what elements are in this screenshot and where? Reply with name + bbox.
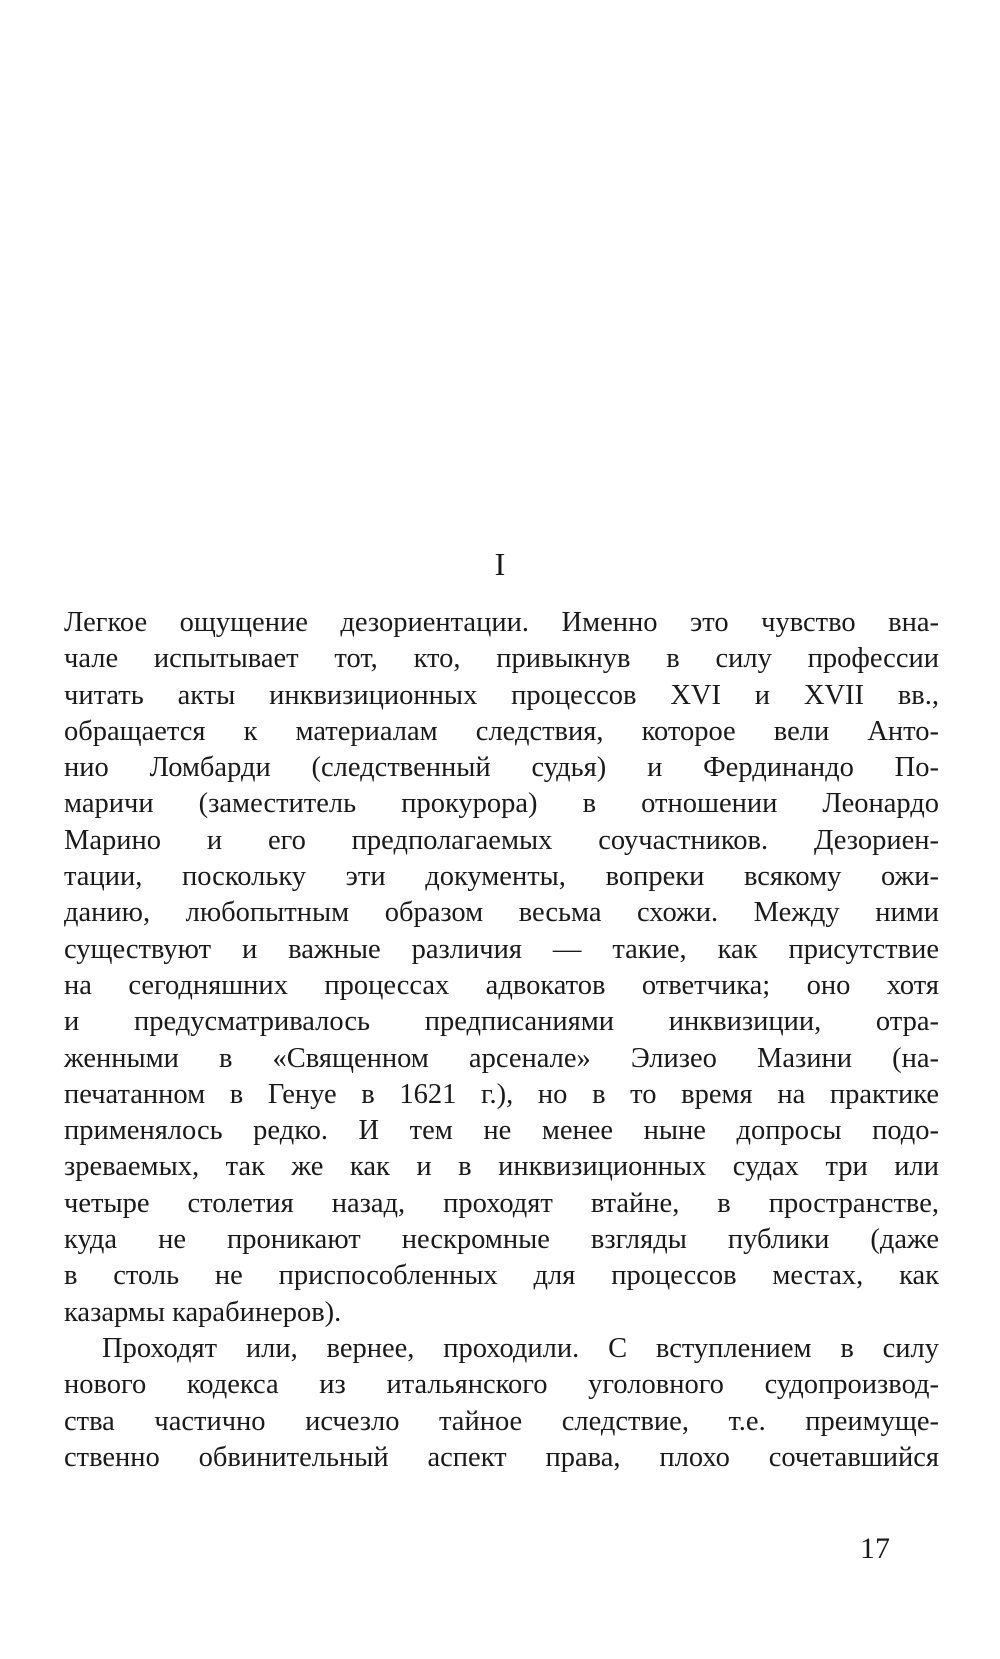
text-line: печатанном в Генуе в 1621 г.), но в то время на практике [64,1078,939,1110]
text-line: существуют и важные различия — такие, как присутствие [64,933,939,965]
text-line: чале испытывает тот, кто, привыкнув в силу профессии [64,643,939,675]
text-line: куда не проникают нескромные взгляды публики (даже [64,1224,939,1256]
text-line: Марино и его предполагаемых соучастников. Дезориен- [64,824,939,856]
text-line-paragraph-end: казармы карабинеров). [64,1296,342,1328]
page-number: 17 [860,1532,890,1565]
text-line: женными в «Священном арсенале» Элизео Мазини (на- [64,1042,939,1074]
body-text [64,605,939,1476]
text-line: на сегодняшних процессах адвокатов ответчика; оно хотя [64,969,939,1001]
text-line-paragraph-start: Проходят или, вернее, проходили. С вступлением в силу [102,1332,939,1364]
text-line: в столь не приспособленных для процессов местах, как [64,1260,939,1292]
text-line: четыре столетия назад, проходят втайне, в пространстве, [64,1187,939,1219]
text-line: применялось редко. И тем не менее ныне допросы подо- [64,1115,939,1147]
text-line: нио Ломбарди (следственный судья) и Фердинандо По- [64,752,939,784]
text-line: маричи (заместитель прокурора) в отношении Леонардо [64,788,939,820]
text-line: данию, любопытным образом весьма схожи. Между ними [64,897,939,929]
text-line: ственно обвинительный аспект права, плохо сочетавшийся [64,1441,939,1473]
text-line: читать акты инквизиционных процессов XVI и XVII вв., [64,679,939,711]
text-line: обращается к материалам следствия, которое вели Анто- [64,715,939,747]
chapter-numeral: I [494,546,506,582]
text-line: ства частично исчезло тайное следствие, т.е. преимуще- [64,1405,939,1437]
text-line: тации, поскольку эти документы, вопреки всякому ожи- [64,861,939,893]
text-line: и предусматривалось предписаниями инквизиции, отра- [64,1006,939,1038]
text-line: зреваемых, так же как и в инквизиционных судах три или [64,1151,939,1183]
text-line: Легкое ощущение дезориентации. Именно это чувство вна- [64,607,939,638]
text-line: нового кодекса из итальянского уголовного судопроизвод- [64,1369,939,1401]
